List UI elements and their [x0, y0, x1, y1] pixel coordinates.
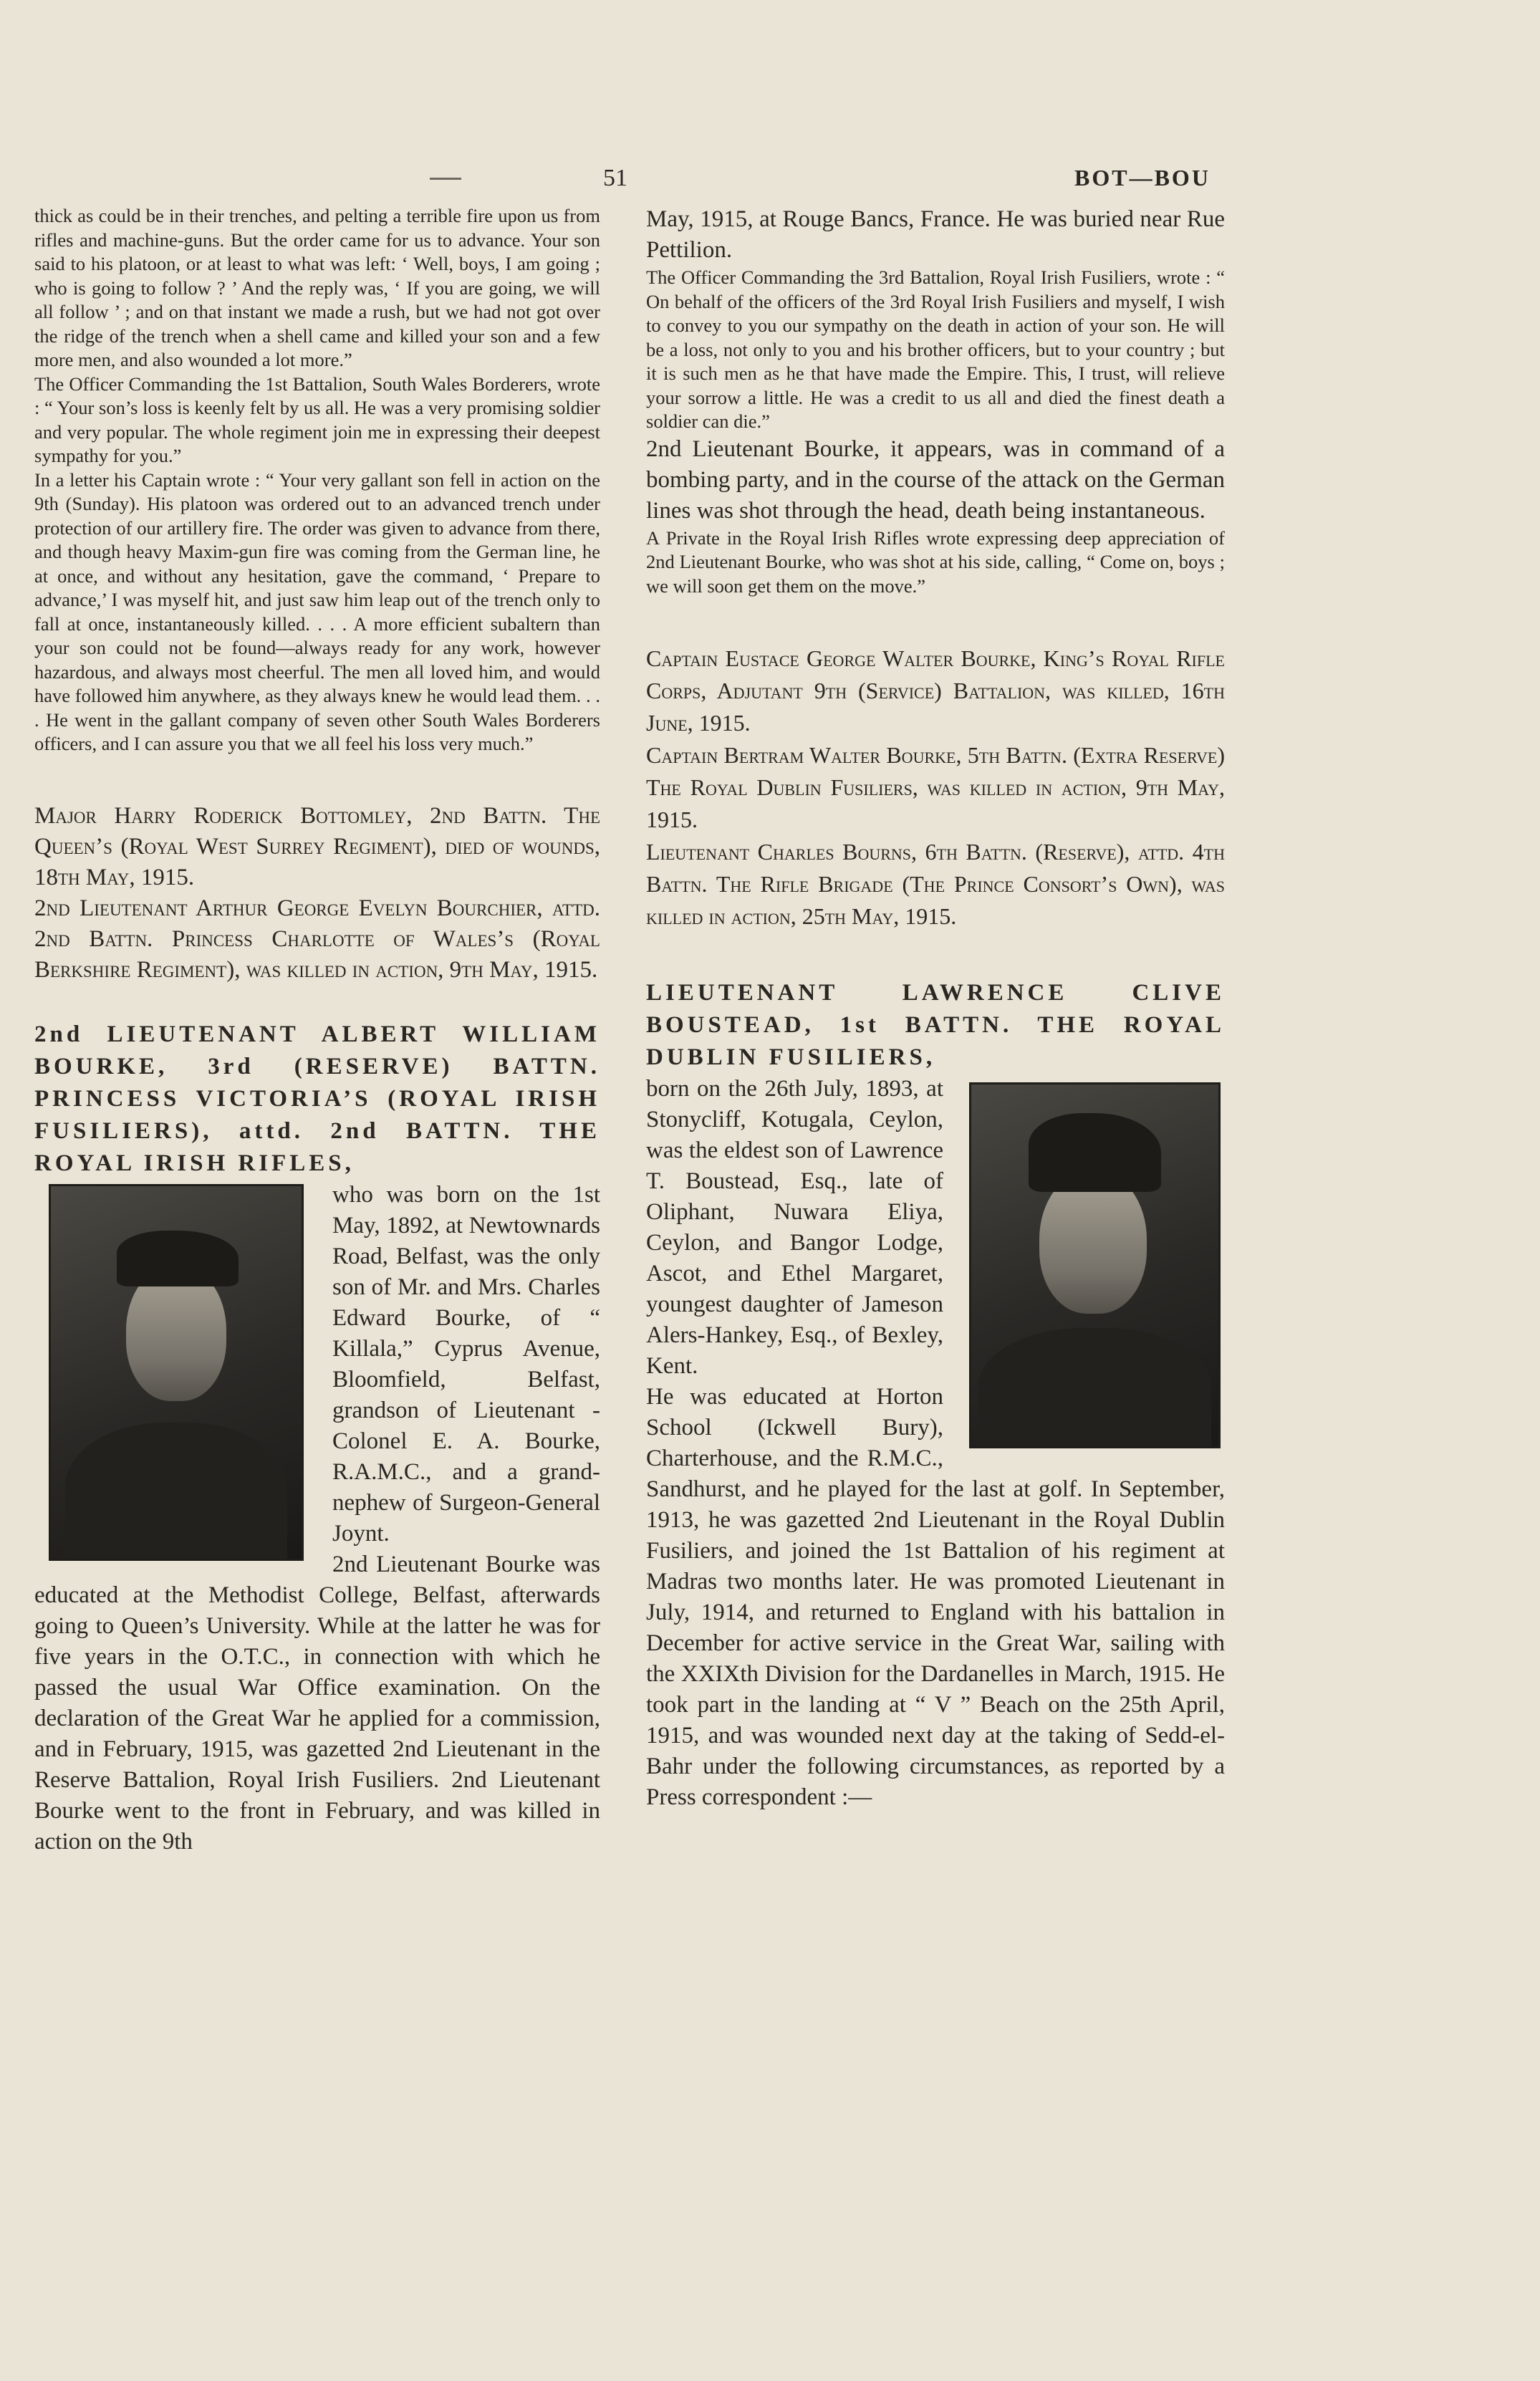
- header-rule: [430, 178, 461, 180]
- captain-letter-paragraph: In a letter his Captain wrote : “ Your very gallant son fell in action on the 9th (Sunday). His platoon was ordered out to an advanced trench under protection of our artillery fire. The order was given to advance from there, and though heavy Maxim-gun fire was coming from the German line, he at once, and without any hesitation, gave the command, ‘ Prepare to advance,’ I was myself hit, and just saw him leap out of the trench only to fall at once, instantaneously killed. . . . A more efficient subaltern than your son could not be found—always ready for any work, however hazardous, and always most cheerful. The men all loved him, and would have followed him anywhere, as they always knew he would lead them. . . . He went in the gallant company of seven other South Wales Borderers officers, and I can assure you that we all feel his loss very much.”: [34, 468, 600, 754]
- bottomley-entry: Major Harry Roderick Bottomley, 2nd Battn. The Queen’s (Royal West Surrey Regiment), died of wounds, 18th May, 1915.: [34, 802, 600, 890]
- bourke-portrait-photo: [49, 1184, 304, 1561]
- running-head: BOT—BOU: [1074, 165, 1211, 191]
- eustace-bourke-entry: Captain Eustace George Walter Bourke, King’s Royal Rifle Corps, Adjutant 9th (Service) Battalion, was killed, 16th June, 1915.: [646, 645, 1225, 736]
- third-battalion-letter: The Officer Commanding the 3rd Battalion, Royal Irish Fusiliers, wrote : “ On behalf of the officers of the 3rd Royal Irish Fusiliers and myself, I wish to convey to you our sympathy on the death in action of your son. He will be a loss, not only to you and his brother officers, but to your country ; but it is such men as he that have made the Empire. This, I trust, will relieve your sorrow a little. He was a credit to us all and died the finest death a soldier can die.”: [646, 266, 1225, 432]
- bourke-education: 2nd Lieutenant Bourke was educated at the Methodist College, Belfast, afterwards going to Queen’s University. While at the latter he was for five years in the O.T.C., in connection with which he passed the usual War Office examination. On the declaration of the Great War he applied for a commission, and in February, 1915, was gazetted 2nd Lieutenant in the Reserve Battalion, Royal Irish Fusiliers. 2nd Lieutenant Bourke went to the front in February, and was killed in action on the 9th: [34, 1551, 600, 1855]
- bourns-entry: Lieutenant Charles Bourns, 6th Battn. (Reserve), attd. 4th Battn. The Rifle Brigade (The Prince Consort’s Own), was killed in action, 25th May, 1915.: [646, 839, 1225, 929]
- bourke-biography: who was born on the 1st May, 1892, at Newtownards Road, Belfast, was the only son of Mr. and Mrs. Charles Edward Bourke, of “ Killala,” Cyprus Avenue, Bloomfield, Belfast, grandson of Lieutenant - Colonel E. A. Bourke, R.A.M.C., and a grand-nephew of Surgeon-General Joynt.: [332, 1181, 600, 1547]
- bertram-bourke-entry: Captain Bertram Walter Bourke, 5th Battn. (Extra Reserve) The Royal Dublin Fusiliers, was killed in action, 9th May, 1915.: [646, 742, 1225, 832]
- boustead-biography: born on the 26th July, 1893, at Stonycliff, Kotugala, Ceylon, was the eldest son of Lawrence T. Boustead, Esq., late of Oliphant, Nuwara Eliya, Ceylon, and Bangor Lodge, Ascot, and Ethel Margaret, youngest daughter of Jameson Alers-Hankey, Esq., of Bexley, Kent.: [646, 1076, 943, 1379]
- right-column: [646, 204, 1225, 1813]
- left-column: [34, 204, 600, 1857]
- bourke-death-paragraph: May, 1915, at Rouge Bancs, France. He was buried near Rue Pettilion.: [646, 206, 1225, 263]
- bourchier-entry: 2nd Lieutenant Arthur George Evelyn Bourchier, attd. 2nd Battn. Princess Charlotte of Wales’s (Royal Berkshire Regiment), was killed in action, 9th May, 1915.: [34, 895, 600, 983]
- letter-intro-paragraph: thick as could be in their trenches, and pelting a terrible fire upon us from rifles and machine-guns. But the order came for us to advance. Your son said to his platoon, or at least to what was left: ‘ Well, boys, I am going ; who is going to follow ? ’ And the reply was, ‘ If you are going, we will all follow ’ ; and on that instant we made a rush, but we had not got over the ridge of the trench when a shell came and killed your son and a few more men, and also wounded a lot more.”: [34, 205, 600, 370]
- bombing-party-paragraph: 2nd Lieutenant Bourke, it appears, was in command of a bombing party, and in the course of the attack on the German lines was shot through the head, death being instantaneous.: [646, 436, 1225, 524]
- boustead-heading: LIEUTENANT LAWRENCE CLIVE BOUSTEAD, 1st BATTN. THE ROYAL DUBLIN FUSILIERS,: [646, 980, 1225, 1070]
- officer-letter-paragraph: The Officer Commanding the 1st Battalion, South Wales Borderers, wrote : “ Your son’s loss is keenly felt by us all. He was a very promising soldier and very popular. The whole regiment join me in expressing their deepest sympathy for you.”: [34, 372, 600, 466]
- boustead-career: He was educated at Horton School (Ickwell Bury), Charterhouse, and the R.M.C., Sandhurst, and he played for the last at golf. In September, 1913, he was gazetted 2nd Lieutenant in the Royal Dublin Fusiliers, and joined the 1st Battalion of his regiment at Madras two months later. He was promoted Lieutenant in July, 1914, and returned to England with his battalion in December for active service in the Great War, sailing with the XXIXth Division for the Dardanelles in March, 1915. He took part in the landing at “ V ” Beach on the 25th April, 1915, and was wounded next day at the taking of Sedd-el-Bahr under the following circumstances, as reported by a Press correspondent :—: [646, 1384, 1225, 1810]
- bourke-heading: 2nd LIEUTENANT ALBERT WILLIAM BOURKE, 3rd (RESERVE) BATTN. PRINCESS VICTORIA’S (ROYAL IRISH FUSILIERS), attd. 2nd BATTN. THE ROYAL IRISH RIFLES,: [34, 1021, 600, 1176]
- boustead-portrait-photo: [969, 1082, 1221, 1448]
- private-letter-paragraph: A Private in the Royal Irish Rifles wrote expressing deep appreciation of 2nd Lieutenant Bourke, who was shot at his side, calling, “ Come on, boys ; we will soon get them on the move.”: [646, 526, 1225, 597]
- page-number: 51: [603, 165, 627, 191]
